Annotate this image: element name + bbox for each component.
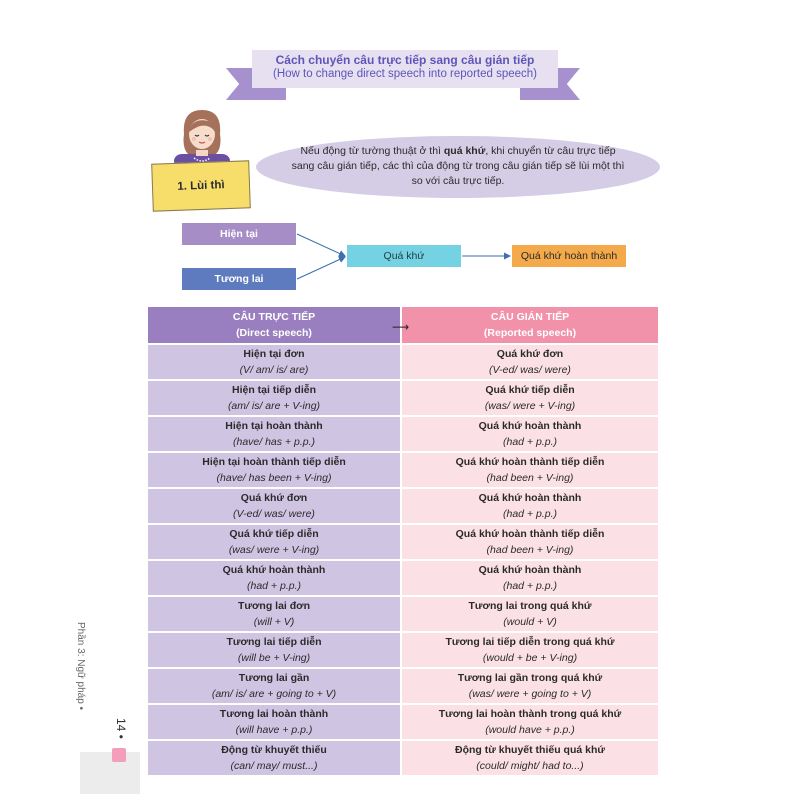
section-sign [151, 160, 251, 211]
table-row [148, 453, 660, 489]
reported-tense-form: (V-ed/ was/ were) [489, 364, 571, 376]
footer-section: Phần 3: Ngữ pháp • [75, 622, 86, 711]
reported-tense-form: (had + p.p.) [503, 436, 557, 448]
reported-tense-form: (would have + p.p.) [485, 724, 575, 736]
reported-tense-name: Động từ khuyết thiếu quá khứ [455, 744, 605, 756]
reported-tense-form: (was/ were + going to + V) [468, 688, 592, 700]
reported-tense-form: (was/ were + V-ing) [484, 400, 576, 412]
reported-tense-form: (could/ might/ had to...) [476, 760, 584, 772]
reported-tense-form: (had + p.p.) [503, 580, 557, 592]
header-direct-en: (Direct speech) [236, 327, 312, 339]
reported-cell [402, 561, 658, 595]
reported-tense-name: Tương lai trong quá khứ [468, 600, 592, 612]
direct-tense-name: Tương lai hoàn thành [219, 708, 329, 720]
reported-tense-name: Quá khứ hoàn thành [478, 564, 582, 576]
reported-cell [402, 669, 658, 703]
section-label: 1. Lùi thì [177, 179, 225, 193]
reported-tense-name: Quá khứ hoàn thành tiếp diễn [455, 528, 605, 540]
reported-tense-name: Quá khứ tiếp diễn [485, 384, 575, 396]
reported-cell [402, 417, 658, 451]
bubble-text-start: Nếu động từ tường thuật ở thì [300, 145, 444, 157]
header-direct [148, 307, 402, 343]
table-row [148, 597, 660, 633]
table-header [148, 307, 660, 345]
header-reported-en: (Reported speech) [483, 327, 577, 339]
reported-tense-name: Quá khứ hoàn thành tiếp diễn [455, 456, 605, 468]
table-row [148, 633, 660, 669]
direct-tense-name: Động từ khuyết thiếu [221, 744, 327, 756]
reported-cell [402, 345, 658, 379]
table-row [148, 489, 660, 525]
reported-cell [402, 741, 658, 775]
direct-cell [148, 525, 402, 559]
arrow-icon: ⟶ [392, 320, 410, 334]
direct-cell [148, 597, 402, 631]
page-subtitle: (How to change direct speech into reported speech) [272, 68, 537, 80]
direct-cell [148, 381, 402, 415]
table-row [148, 669, 660, 705]
direct-tense-form: (will be + V-ing) [237, 652, 311, 664]
table-row [148, 525, 660, 561]
reported-tense-name: Quá khứ hoàn thành [478, 492, 582, 504]
table-row [148, 345, 660, 381]
reported-cell [402, 705, 658, 739]
direct-cell [148, 489, 402, 523]
reported-cell [402, 525, 658, 559]
reported-cell [402, 489, 658, 523]
page-tab [112, 748, 126, 762]
bubble-text-end: , khi chuyển từ câu trực tiếp sang câu gián tiếp, các thì của động từ trong câu gián tiếp sẽ lùi một thì so với câu trực tiếp. [291, 145, 625, 187]
direct-cell [148, 669, 402, 703]
reported-tense-form: (had been + V-ing) [486, 544, 574, 556]
direct-tense-form: (will + V) [253, 616, 295, 628]
direct-tense-name: Tương lai tiếp diễn [226, 636, 322, 648]
reported-tense-name: Quá khứ đơn [496, 348, 564, 360]
reported-tense-form: (had been + V-ing) [486, 472, 574, 484]
reported-cell [402, 597, 658, 631]
reported-tense-name: Tương lai tiếp diễn trong quá khứ [445, 636, 615, 648]
title-ribbon [252, 50, 558, 88]
direct-cell [148, 561, 402, 595]
direct-tense-form: (am/ is/ are + going to + V) [211, 688, 337, 700]
direct-tense-form: (had + p.p.) [247, 580, 301, 592]
direct-tense-name: Hiện tại hoàn thành tiếp diễn [202, 456, 346, 468]
direct-cell [148, 453, 402, 487]
table-row [148, 381, 660, 417]
direct-cell [148, 633, 402, 667]
flow-present-label: Hiện tại [220, 228, 258, 240]
table-row [148, 741, 660, 777]
table-row [148, 417, 660, 453]
header-direct-label: CÂU TRỰC TIẾP [232, 311, 316, 323]
direct-cell [148, 705, 402, 739]
direct-tense-form: (will have + p.p.) [235, 724, 313, 736]
direct-cell [148, 741, 402, 775]
flow-past-perfect-label: Quá khứ hoàn thành [520, 250, 618, 262]
footer-strip [80, 752, 140, 794]
direct-tense-form: (was/ were + V-ing) [228, 544, 320, 556]
arrow-future-to-past [297, 257, 345, 279]
direct-tense-name: Hiện tại hoàn thành [225, 420, 323, 432]
teacher-illustration-icon [170, 104, 234, 168]
direct-tense-name: Quá khứ đơn [240, 492, 308, 504]
reported-tense-name: Quá khứ hoàn thành [478, 420, 582, 432]
reported-tense-name: Tương lai gần trong quá khứ [457, 672, 603, 684]
explanation-bubble [256, 136, 660, 198]
direct-tense-form: (am/ is/ are + V-ing) [227, 400, 321, 412]
direct-tense-form: (can/ may/ must...) [230, 760, 318, 772]
reported-tense-form: (had + p.p.) [503, 508, 557, 520]
flow-past-label: Quá khứ [383, 250, 425, 262]
reported-tense-form: (would + be + V-ing) [482, 652, 578, 664]
table-row [148, 705, 660, 741]
page-number: 14 • [114, 718, 128, 739]
reported-cell [402, 381, 658, 415]
page-title: Cách chuyển câu trực tiếp sang câu gián tiếp [275, 53, 535, 67]
direct-tense-name: Quá khứ tiếp diễn [229, 528, 319, 540]
tense-table [148, 307, 660, 777]
bubble-text-bold: quá khứ [443, 145, 486, 157]
direct-tense-form: (V/ am/ is/ are) [239, 364, 309, 376]
flow-present-box [182, 223, 296, 245]
flow-future-label: Tương lai [214, 273, 264, 285]
direct-tense-form: (have/ has + p.p.) [232, 436, 315, 448]
flow-past-box [347, 245, 461, 267]
direct-tense-name: Hiện tại tiếp diễn [231, 384, 316, 396]
reported-tense-form: (would + V) [503, 616, 557, 628]
direct-tense-name: Tương lai gần [238, 672, 310, 684]
direct-tense-form: (V-ed/ was/ were) [233, 508, 315, 520]
direct-tense-form: (have/ has been + V-ing) [216, 472, 332, 484]
direct-cell [148, 345, 402, 379]
direct-tense-name: Hiện tại đơn [243, 348, 305, 360]
flow-past-perfect-box [512, 245, 626, 267]
direct-tense-name: Quá khứ hoàn thành [222, 564, 326, 576]
table-row [148, 561, 660, 597]
header-reported-label: CÂU GIÁN TIẾP [490, 311, 570, 323]
direct-cell [148, 417, 402, 451]
flow-future-box [182, 268, 296, 290]
arrow-present-to-past [297, 234, 345, 256]
direct-tense-name: Tương lai đơn [237, 600, 311, 612]
reported-tense-name: Tương lai hoàn thành trong quá khứ [438, 708, 622, 720]
header-reported [402, 307, 658, 343]
reported-cell [402, 453, 658, 487]
reported-cell [402, 633, 658, 667]
